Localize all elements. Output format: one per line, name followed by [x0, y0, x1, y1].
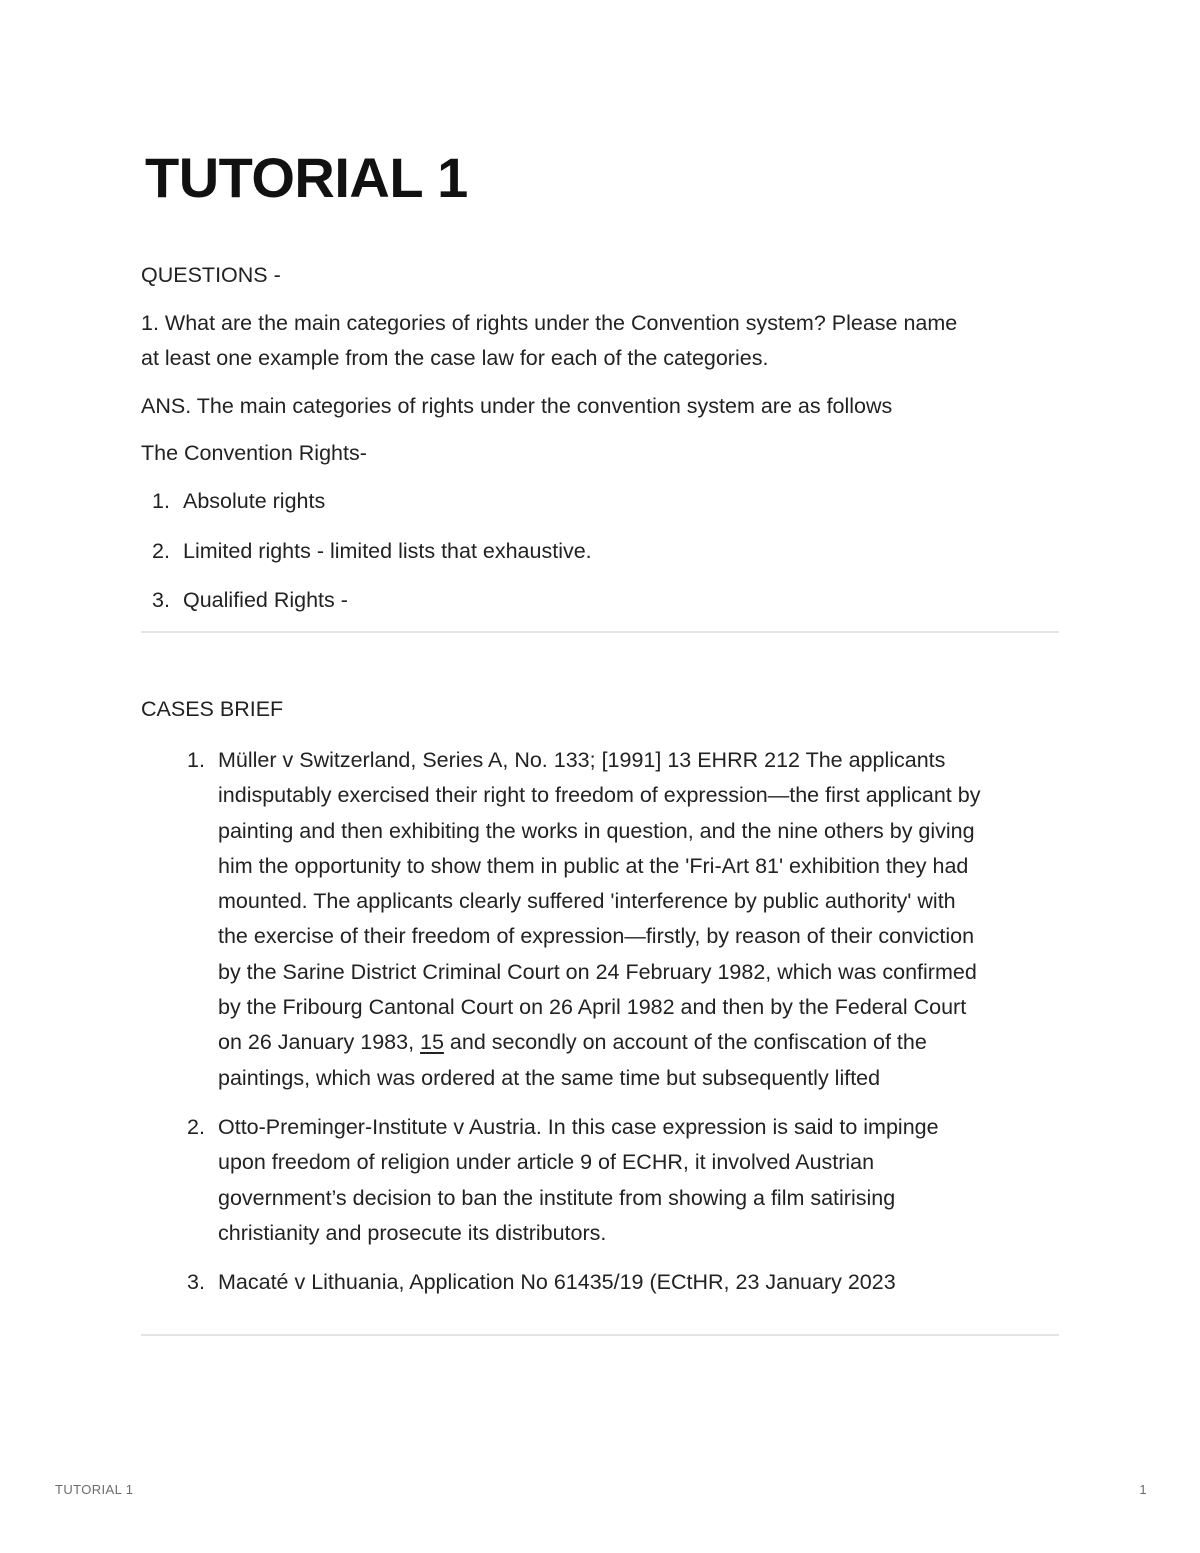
- cases-heading: CASES BRIEF: [141, 697, 284, 721]
- case-text: [218, 1110, 1063, 1251]
- page-title: TUTORIAL 1: [145, 146, 468, 209]
- question-1-line-1: 1. What are the main categories of rights under the Convention system? Please name: [141, 311, 958, 335]
- case-line: the exercise of their freedom of expression—firstly, by reason of their conviction: [218, 924, 975, 949]
- case-line: painting and then exhibiting the works in question, and the nine others by giving: [218, 818, 975, 843]
- case-line: by the Sarine District Criminal Court on 24 February 1982, which was confirmed: [218, 959, 977, 984]
- answer-intro: ANS. The main categories of rights under the convention system are as follows: [141, 394, 893, 418]
- case-line: indisputably exercised their right to freedom of expression—the first applicant by: [218, 783, 981, 808]
- list-item-number: 1.: [152, 489, 170, 513]
- case-line-segment: and secondly on account of the confiscation of the: [443, 1030, 927, 1055]
- question-1-line-2: at least one example from the case law for each of the categories.: [141, 346, 769, 370]
- convention-rights-heading: The Convention Rights-: [141, 441, 367, 465]
- case-line: Otto-Preminger-Institute v Austria. In this case expression is said to impinge: [218, 1115, 939, 1139]
- case-line: him the opportunity to show them in public at the 'Fri-Art 81' exhibition they had: [218, 853, 969, 878]
- case-line-segment: on 26 January 1983,: [218, 1030, 421, 1055]
- list-item-number: 1.: [187, 748, 205, 772]
- case-line: upon freedom of religion under article 9 of ECHR, it involved Austrian: [218, 1150, 875, 1175]
- list-item-label: Qualified Rights -: [183, 588, 348, 612]
- case-line: Müller v Switzerland, Series A, No. 133; [1991] 13 EHRR 212 The applicants: [218, 748, 946, 772]
- case-line: mounted. The applicants clearly suffered 'interference by public authority' with: [218, 889, 956, 914]
- case-line: paintings, which was ordered at the same time but subsequently lifted: [218, 1065, 881, 1090]
- case-line: christianity and prosecute its distributors.: [218, 1220, 607, 1245]
- footnote-link[interactable]: 15: [420, 1030, 444, 1055]
- list-item-label: Limited rights - limited lists that exhaustive.: [183, 538, 592, 563]
- case-text: [218, 743, 1063, 1096]
- section-divider: [141, 631, 1059, 633]
- list-item-number: 2.: [187, 1115, 205, 1139]
- list-item-number: 3.: [187, 1270, 205, 1294]
- questions-heading: QUESTIONS -: [141, 263, 281, 287]
- case-line: government’s decision to ban the institute from showing a film satirising: [218, 1185, 896, 1210]
- case-text: [218, 1265, 1063, 1300]
- question-1: [141, 306, 957, 376]
- section-divider: [141, 1334, 1059, 1336]
- list-item-number: 2.: [152, 538, 170, 563]
- list-item-label: Absolute rights: [183, 489, 326, 513]
- case-line: by the Fribourg Cantonal Court on 26 April 1982 and then by the Federal Court: [218, 995, 967, 1020]
- footer-running-title: TUTORIAL 1: [55, 1482, 134, 1497]
- footer-page-number: 1: [1139, 1482, 1147, 1497]
- case-line: [218, 1025, 1063, 1060]
- list-item-number: 3.: [152, 588, 170, 612]
- case-line: Macaté v Lithuania, Application No 61435/19 (ECtHR, 23 January 2023: [218, 1270, 896, 1294]
